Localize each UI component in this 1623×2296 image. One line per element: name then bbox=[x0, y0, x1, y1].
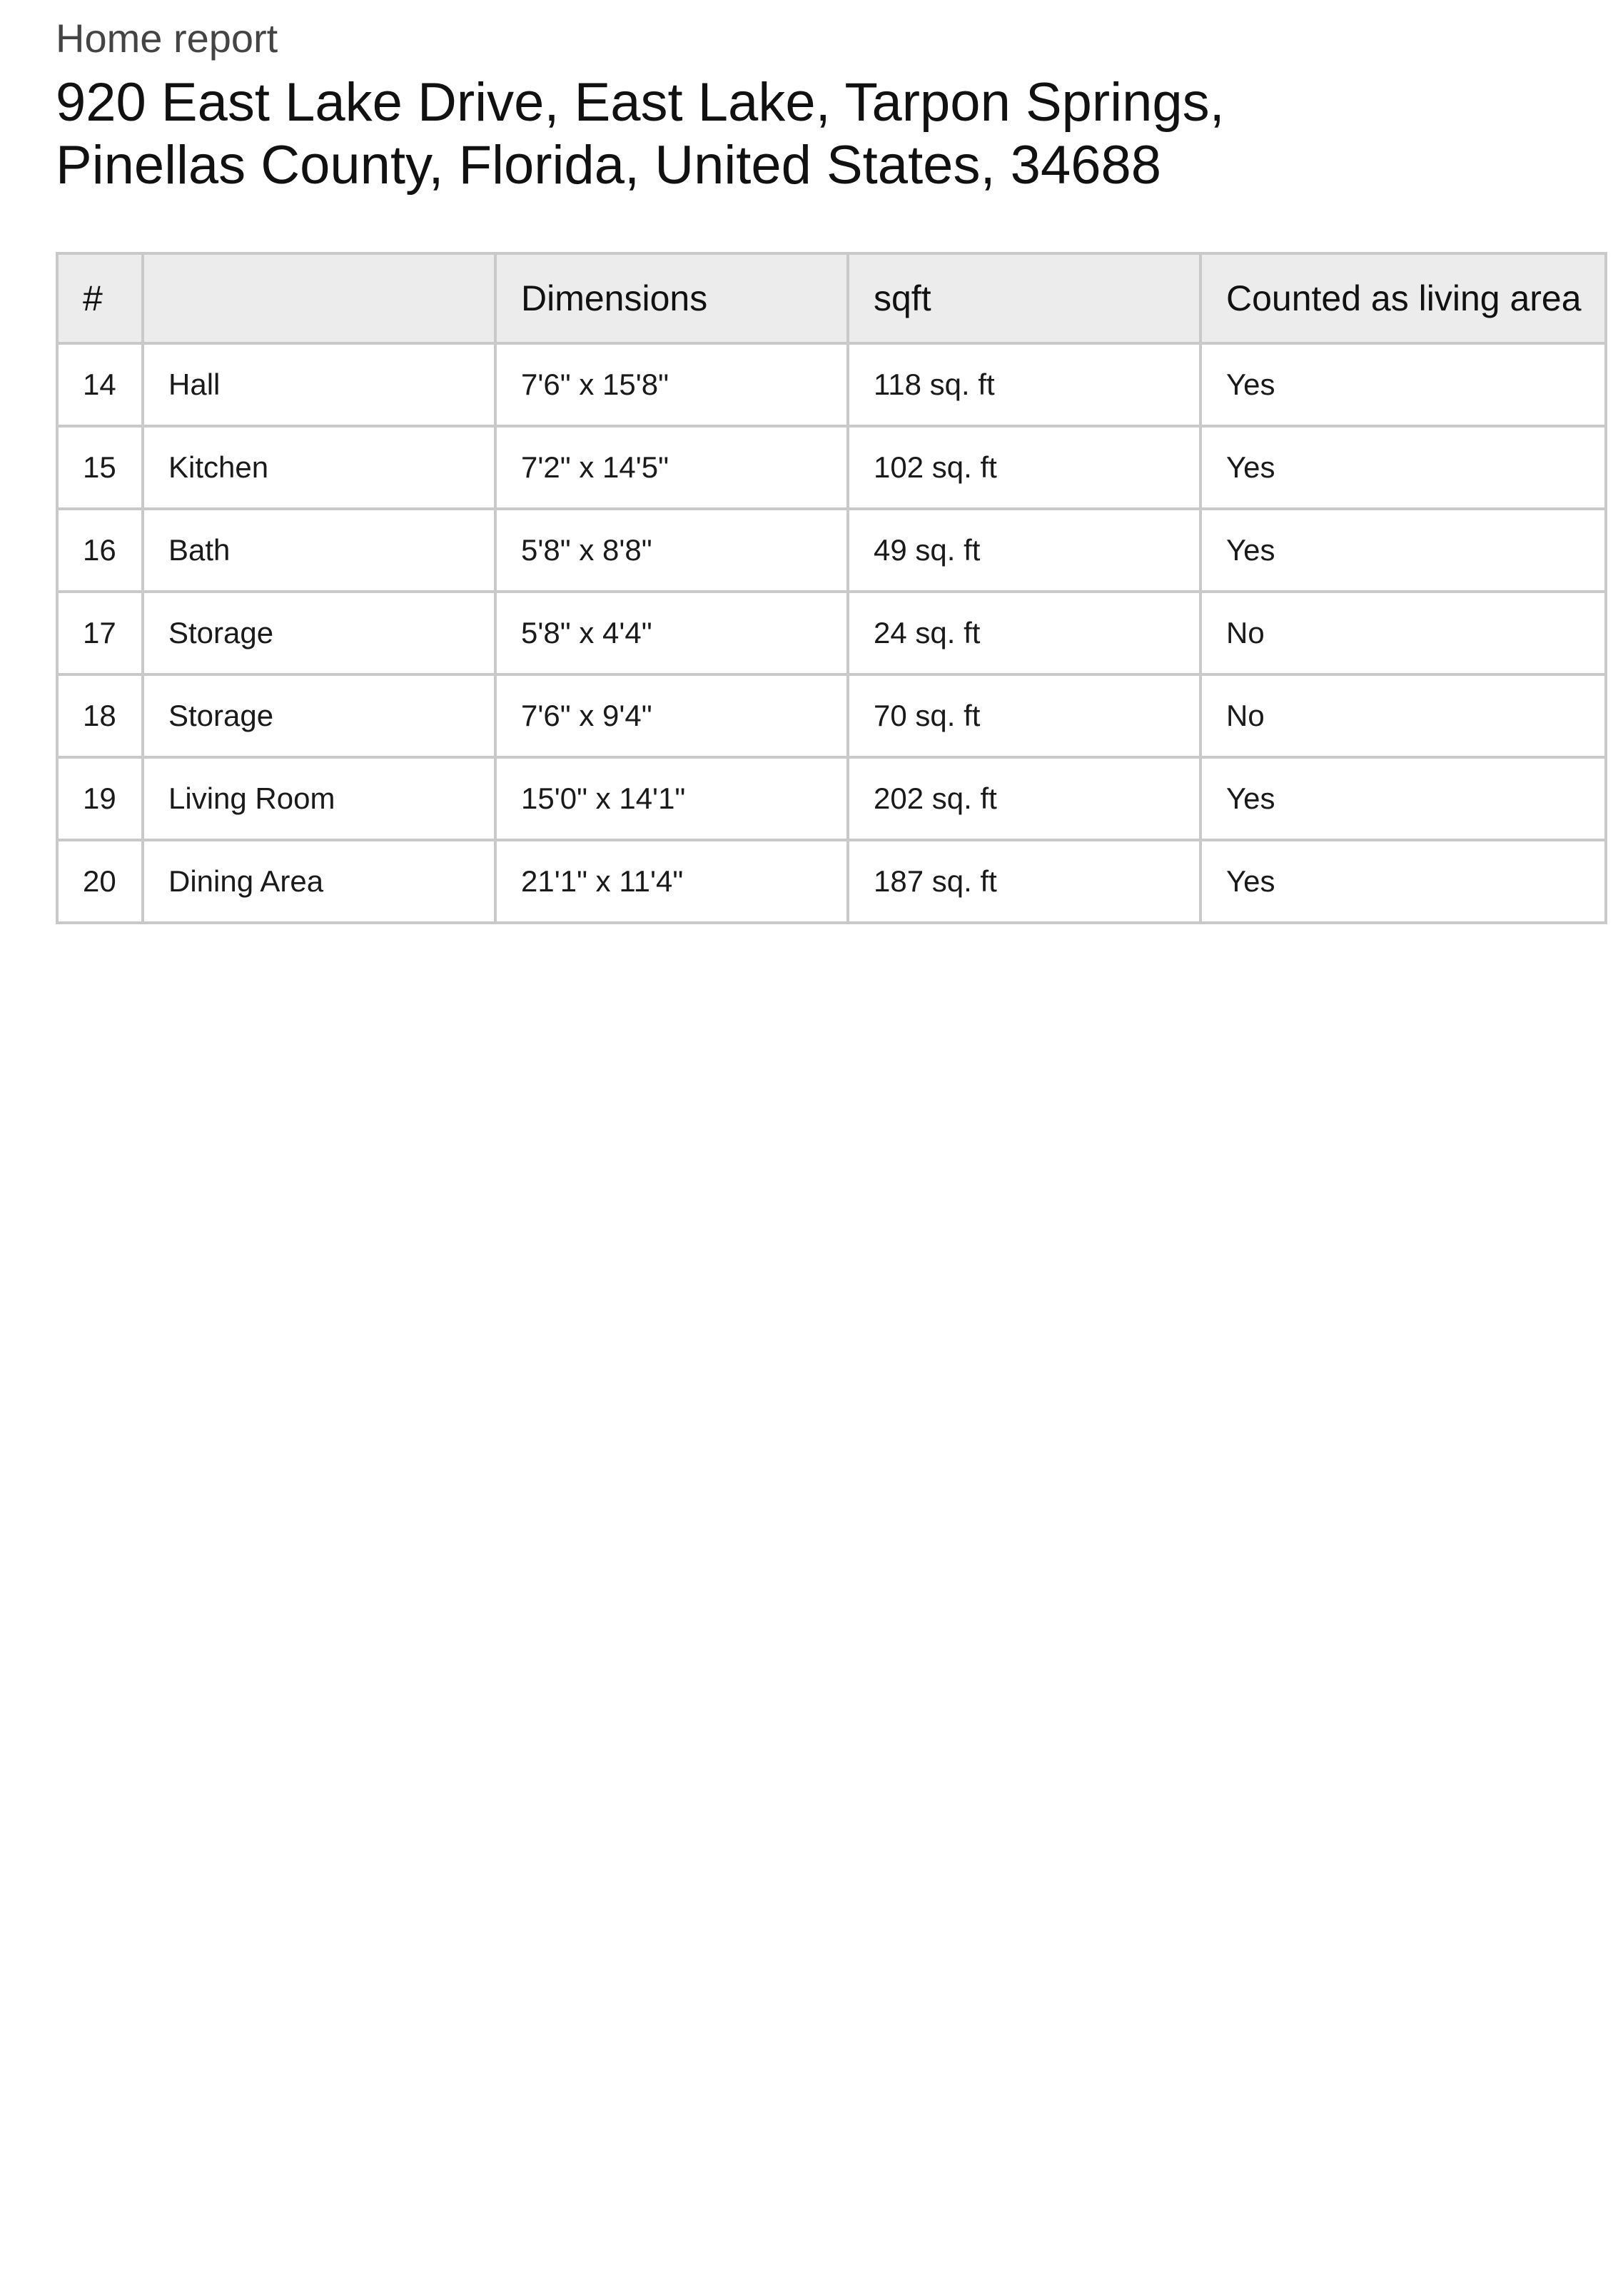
header-living-area: Counted as living area bbox=[1200, 253, 1606, 343]
cell-number: 19 bbox=[57, 757, 143, 840]
cell-number: 15 bbox=[57, 426, 143, 509]
report-subtitle: Home report bbox=[56, 16, 278, 61]
header-dimensions: Dimensions bbox=[495, 253, 848, 343]
cell-sqft: 24 sq. ft bbox=[848, 592, 1200, 674]
cell-dimensions: 7'6" x 15'8" bbox=[495, 343, 848, 426]
cell-sqft: 118 sq. ft bbox=[848, 343, 1200, 426]
table-row bbox=[57, 757, 1606, 840]
cell-dimensions: 5'8" x 4'4" bbox=[495, 592, 848, 674]
cell-number: 20 bbox=[57, 840, 143, 923]
rooms-table bbox=[56, 252, 1607, 924]
cell-room-name: Bath bbox=[143, 509, 495, 592]
cell-sqft: 102 sq. ft bbox=[848, 426, 1200, 509]
address-line-2: Pinellas County, Florida, United States, 34688 bbox=[56, 135, 1162, 196]
cell-dimensions: 15'0" x 14'1" bbox=[495, 757, 848, 840]
cell-living-area: Yes bbox=[1200, 426, 1606, 509]
cell-living-area: Yes bbox=[1200, 757, 1606, 840]
cell-dimensions: 7'2" x 14'5" bbox=[495, 426, 848, 509]
header-number: # bbox=[57, 253, 143, 343]
cell-dimensions: 21'1" x 11'4" bbox=[495, 840, 848, 923]
table-header-row bbox=[57, 253, 1606, 343]
cell-living-area: Yes bbox=[1200, 840, 1606, 923]
cell-sqft: 202 sq. ft bbox=[848, 757, 1200, 840]
table-row bbox=[57, 426, 1606, 509]
cell-living-area: Yes bbox=[1200, 509, 1606, 592]
table-row bbox=[57, 509, 1606, 592]
table-row bbox=[57, 343, 1606, 426]
header-room-name bbox=[143, 253, 495, 343]
cell-dimensions: 7'6" x 9'4" bbox=[495, 674, 848, 757]
cell-room-name: Dining Area bbox=[143, 840, 495, 923]
cell-living-area: No bbox=[1200, 674, 1606, 757]
table-row bbox=[57, 674, 1606, 757]
header-sqft: sqft bbox=[848, 253, 1200, 343]
cell-room-name: Storage bbox=[143, 674, 495, 757]
cell-living-area: No bbox=[1200, 592, 1606, 674]
cell-number: 14 bbox=[57, 343, 143, 426]
cell-number: 17 bbox=[57, 592, 143, 674]
cell-room-name: Storage bbox=[143, 592, 495, 674]
cell-sqft: 187 sq. ft bbox=[848, 840, 1200, 923]
cell-number: 16 bbox=[57, 509, 143, 592]
cell-room-name: Hall bbox=[143, 343, 495, 426]
cell-number: 18 bbox=[57, 674, 143, 757]
cell-sqft: 49 sq. ft bbox=[848, 509, 1200, 592]
cell-room-name: Living Room bbox=[143, 757, 495, 840]
address-line-1: 920 East Lake Drive, East Lake, Tarpon Springs, bbox=[56, 72, 1225, 133]
table-row bbox=[57, 592, 1606, 674]
cell-sqft: 70 sq. ft bbox=[848, 674, 1200, 757]
cell-dimensions: 5'8" x 8'8" bbox=[495, 509, 848, 592]
report-address-title bbox=[56, 71, 1554, 197]
table-row bbox=[57, 840, 1606, 923]
cell-living-area: Yes bbox=[1200, 343, 1606, 426]
cell-room-name: Kitchen bbox=[143, 426, 495, 509]
